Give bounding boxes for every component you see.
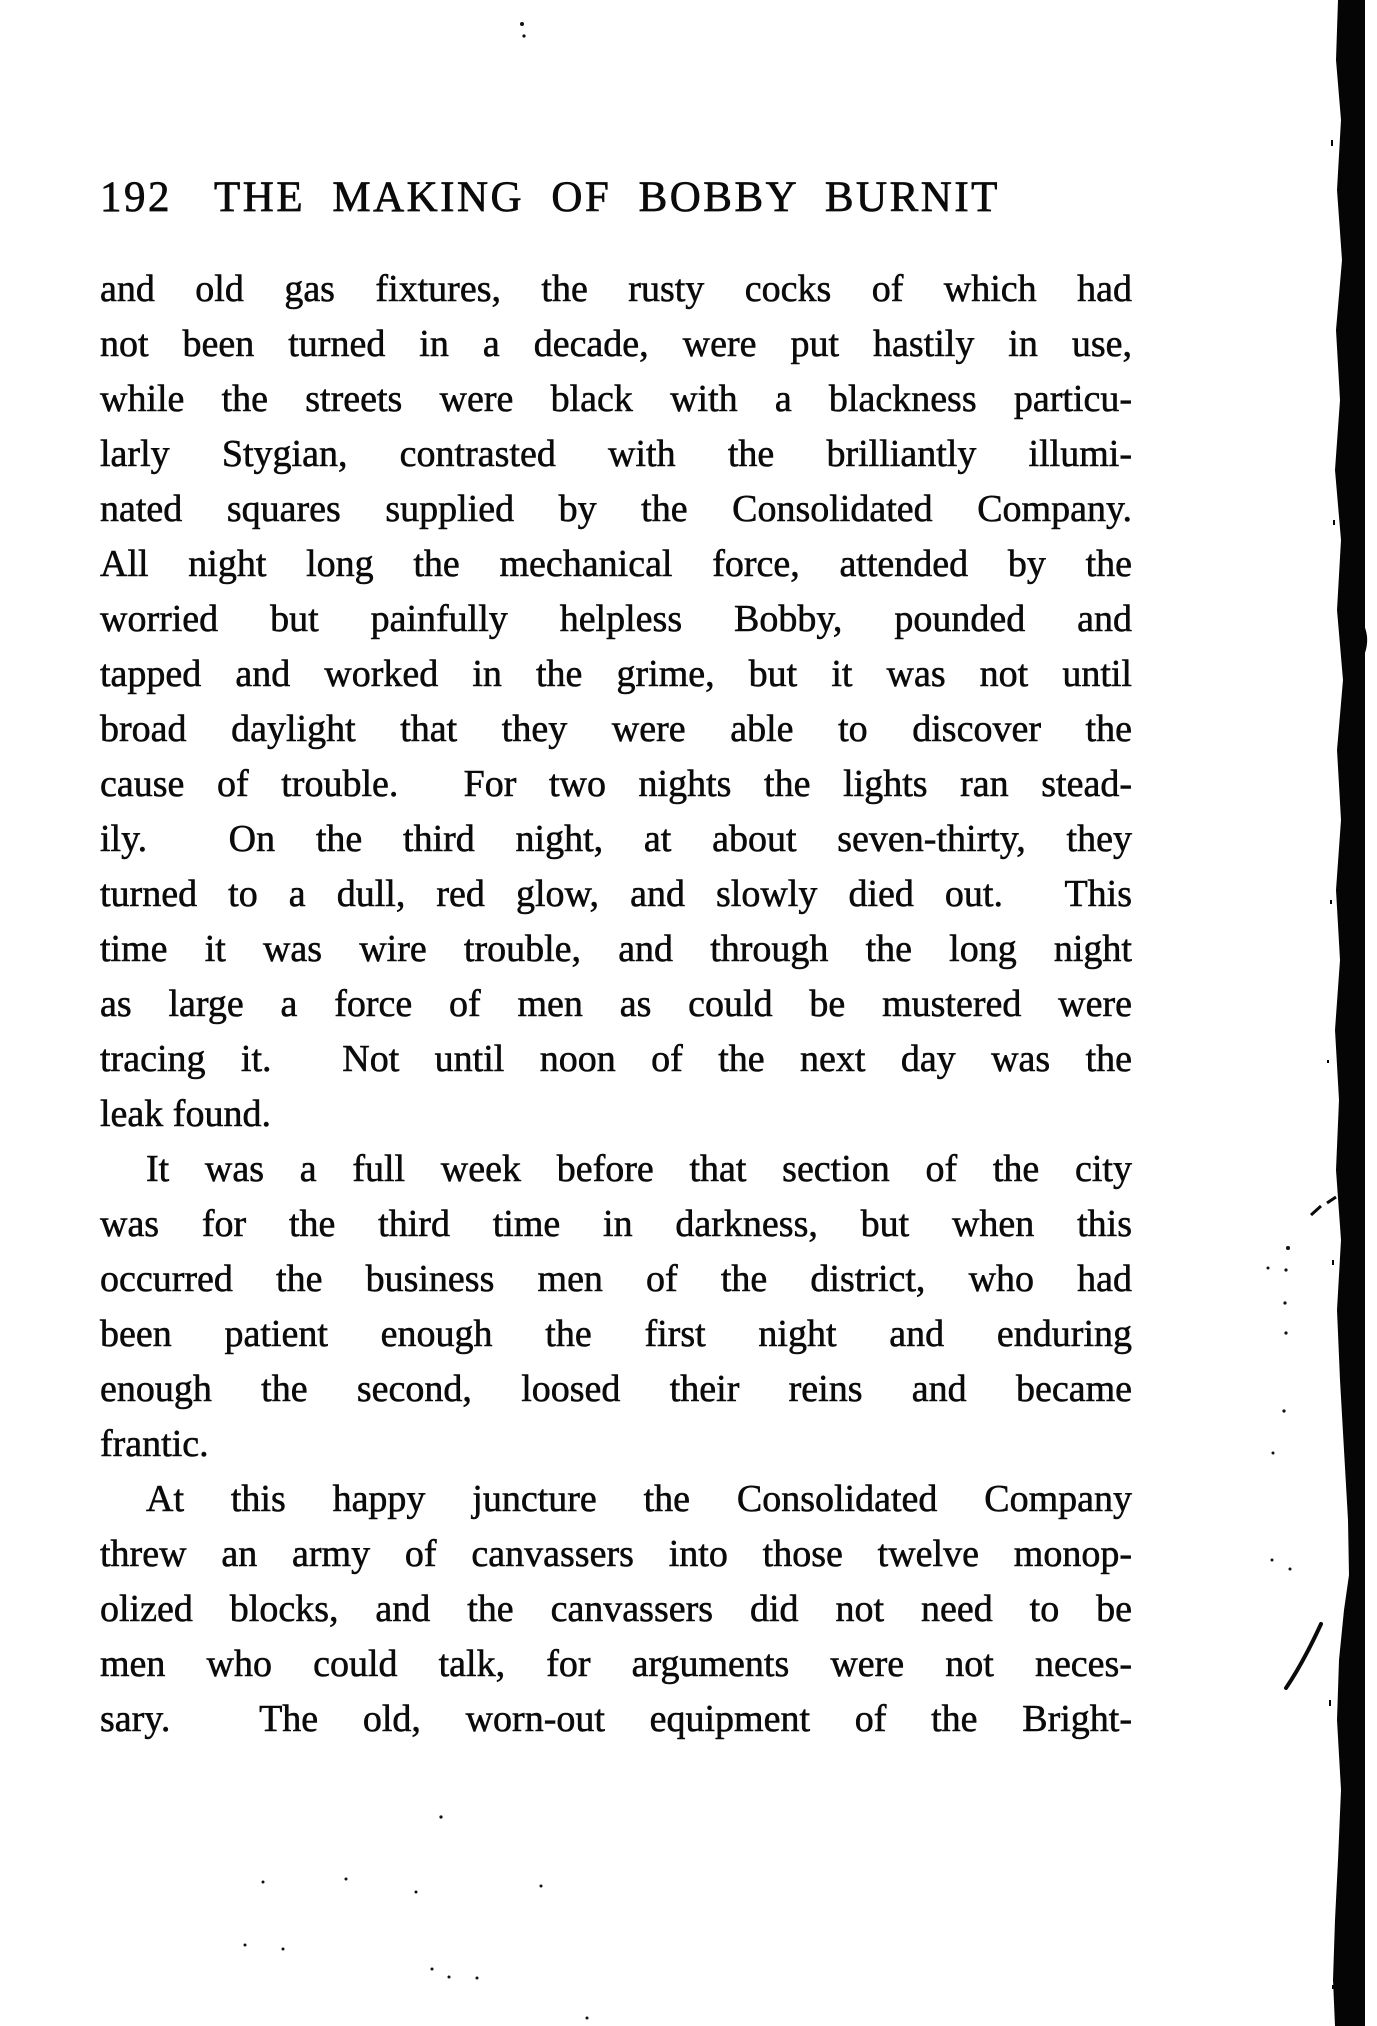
text-line: olized blocks, and the canvassers did not need to be: [100, 1588, 1132, 1630]
text-line: All night long the mechanical force, attended by the: [100, 543, 1132, 585]
text-line: enough the second, loosed their reins and became: [100, 1368, 1132, 1410]
page-number: 192: [100, 174, 172, 221]
text-line: as large a force of men as could be mustered were: [100, 983, 1132, 1025]
paragraph: [100, 262, 1132, 1142]
text-line: broad daylight that they were able to discover the: [100, 708, 1132, 750]
text-line: cause of trouble. For two nights the lights ran stead-: [100, 763, 1132, 805]
text-line: while the streets were black with a blackness particu-: [100, 378, 1132, 420]
text-line: leak found.: [100, 1093, 271, 1135]
text-line: not been turned in a decade, were put hastily in use,: [100, 323, 1132, 365]
text-line: men who could talk, for arguments were not neces-: [100, 1643, 1132, 1685]
text-line: It was a full week before that section of the city: [146, 1148, 1132, 1190]
text-line: tracing it. Not until noon of the next day was the: [100, 1038, 1132, 1080]
text-line: frantic.: [100, 1423, 209, 1465]
running-head: [100, 176, 1000, 219]
text-line: threw an army of canvassers into those twelve monop-: [100, 1533, 1132, 1575]
text-line: larly Stygian, contrasted with the brilliantly illumi-: [100, 433, 1132, 475]
edge-speckle: [1327, 140, 1335, 1989]
text-line: been patient enough the first night and enduring: [100, 1313, 1132, 1355]
text-line: time it was wire trouble, and through the long night: [100, 928, 1132, 970]
text-line: ily. On the third night, at about seven-thirty, they: [100, 818, 1132, 860]
text-line: worried but painfully helpless Bobby, pounded and: [100, 598, 1132, 640]
pen-slash-mark: [1286, 1624, 1321, 1688]
paragraph: [100, 1472, 1132, 1747]
book-spine-shadow: [1325, 0, 1377, 2026]
text-line: nated squares supplied by the Consolidated Company.: [100, 488, 1132, 530]
scratch-mark: [1311, 1206, 1321, 1215]
text-line: At this happy juncture the Consolidated Company: [146, 1478, 1132, 1520]
text-line: was for the third time in darkness, but when this: [100, 1203, 1132, 1245]
running-title: THE MAKING OF BOBBY BURNIT: [214, 174, 1000, 221]
body-text: [100, 262, 1132, 1747]
text-line: occurred the business men of the district, who had: [100, 1258, 1132, 1300]
paragraph: [100, 1142, 1132, 1472]
text-line: tapped and worked in the grime, but it was not until: [100, 653, 1132, 695]
text-line: turned to a dull, red glow, and slowly died out. This: [100, 873, 1132, 915]
text-line: sary. The old, worn-out equipment of the Bright-: [100, 1698, 1132, 1740]
text-line: and old gas fixtures, the rusty cocks of which had: [100, 268, 1132, 310]
